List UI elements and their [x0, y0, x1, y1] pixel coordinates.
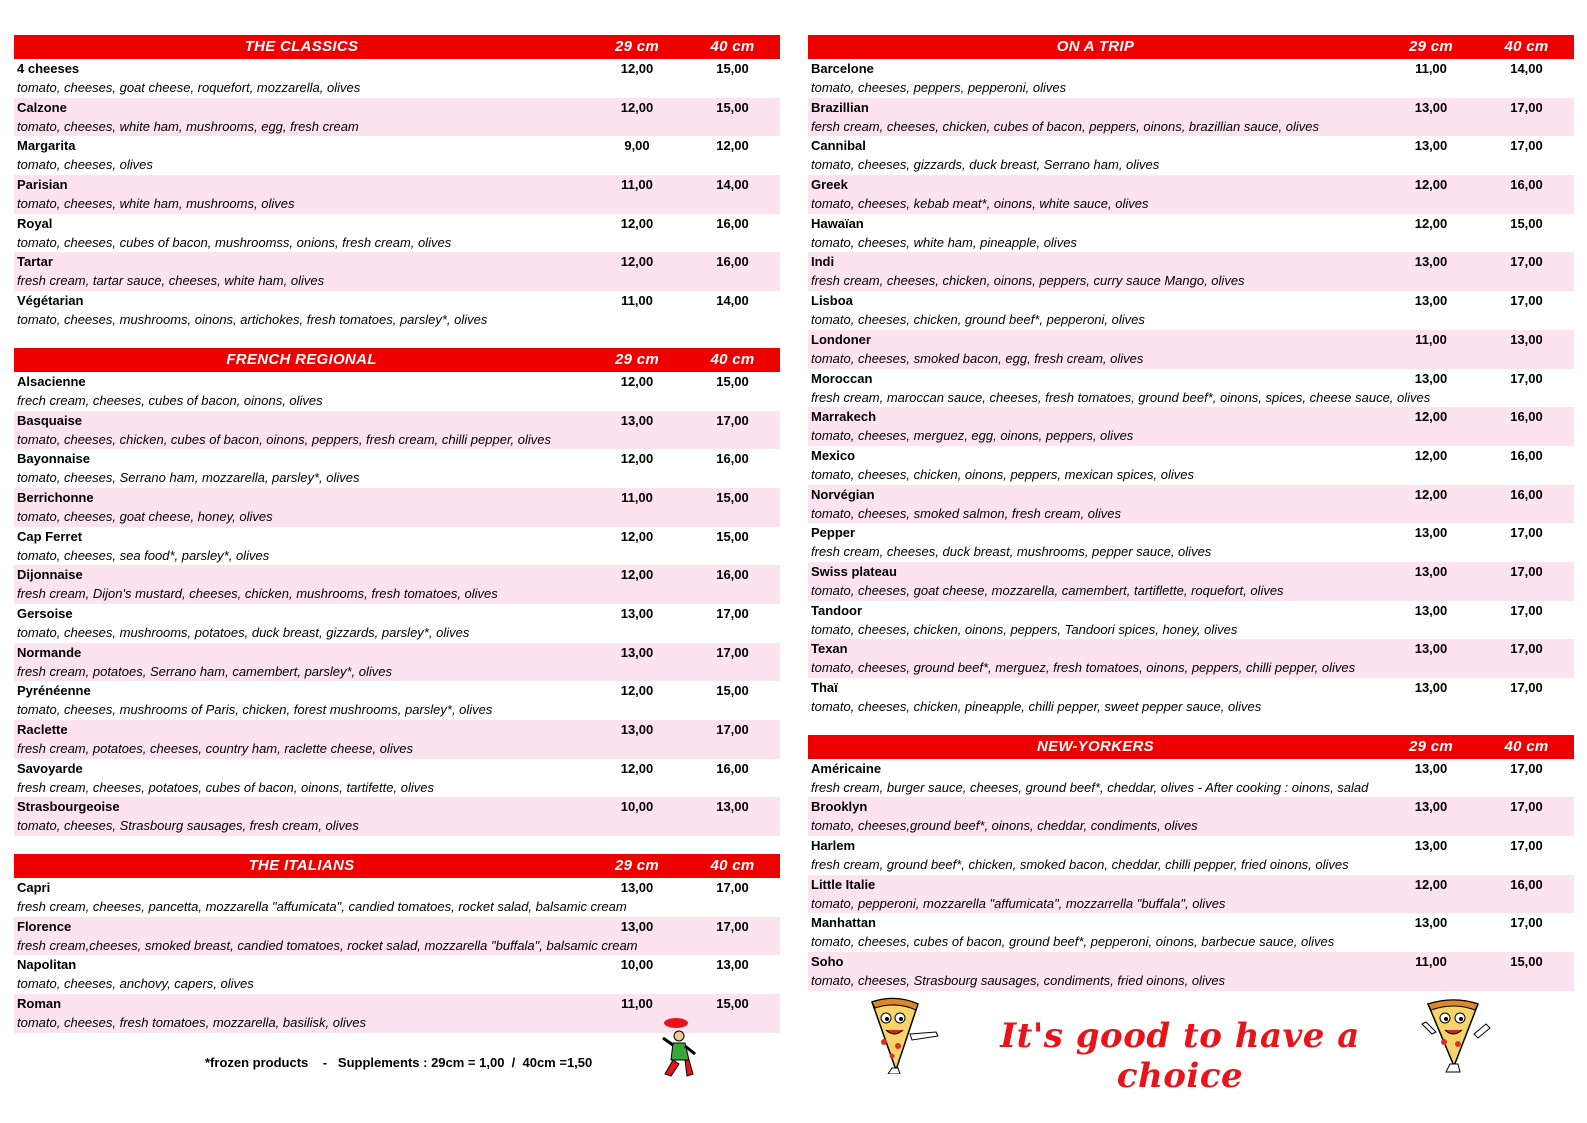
menu-item — [14, 681, 780, 720]
pizza-ingredients: fresh cream, potatoes, Serrano ham, camembert, parsley*, olives — [17, 663, 392, 679]
menu-item — [808, 562, 1574, 601]
price-29cm: 13,00 — [1414, 254, 1448, 270]
pizza-name: Roman — [17, 996, 62, 1012]
menu-item — [14, 720, 780, 759]
menu-item — [14, 878, 780, 917]
price-29cm: 13,00 — [1414, 293, 1448, 309]
right-column — [808, 35, 1574, 1009]
price-29cm: 11,00 — [621, 293, 653, 309]
price-40cm: 14,00 — [716, 177, 749, 193]
section-title: NEW-YORKERS — [1037, 737, 1154, 755]
pizza-ingredients: tomato, cheeses, peppers, pepperoni, olives — [811, 80, 1067, 95]
price-29cm: 13,00 — [620, 644, 654, 660]
price-40cm: 17,00 — [1510, 641, 1543, 657]
pizza-name: Hawaïan — [811, 215, 864, 231]
price-29cm: 12,00 — [1414, 486, 1448, 502]
menu-item — [14, 252, 780, 291]
pizza-ingredients: tomato, cheeses, goat cheese, mozzarella, camembert, tartiflette, roquefort, olives — [811, 582, 1284, 598]
price-40cm: 14,00 — [1510, 61, 1543, 76]
price-40cm: 15,00 — [1510, 954, 1543, 970]
price-29cm: 13,00 — [1414, 370, 1448, 386]
price-40cm: 17,00 — [1510, 525, 1543, 541]
pizza-ingredients: tomato, cheeses, anchovy, capers, olives — [17, 976, 254, 992]
price-40cm: 13,00 — [716, 799, 749, 815]
pizza-ingredients: tomato, cheeses,ground beef*, oinons, cheddar, condiments, olives — [811, 818, 1198, 834]
price-header-40: 40 cm — [710, 857, 755, 875]
section-header — [808, 35, 1574, 59]
price-40cm: 15,00 — [716, 996, 749, 1012]
pizza-ingredients: tomato, cheeses, kebab meat*, oinons, white sauce, olives — [811, 196, 1149, 212]
price-40cm: 16,00 — [1510, 447, 1543, 463]
price-29cm: 12,00 — [620, 683, 654, 699]
menu-item — [808, 214, 1574, 253]
waiter-mascot-icon — [655, 1016, 701, 1078]
pizza-name: Cannibal — [811, 138, 866, 154]
price-29cm: 13,00 — [1414, 838, 1448, 854]
menu-item — [808, 913, 1574, 952]
pizza-ingredients: fresh cream, cheeses, duck breast, mushrooms, pepper sauce, olives — [811, 544, 1212, 560]
price-40cm: 14,00 — [716, 293, 749, 309]
price-29cm: 13,00 — [1414, 525, 1448, 541]
pizza-ingredients: tomato, cheeses, chicken, oinons, peppers, mexican spices, olives — [811, 466, 1194, 482]
pizza-name: Londoner — [811, 331, 871, 347]
menu-item — [808, 136, 1574, 175]
pizza-name: Manhattan — [811, 915, 876, 931]
section-header — [14, 348, 780, 372]
price-40cm: 16,00 — [1510, 177, 1543, 193]
pizza-ingredients: tomato, cheeses, Strasbourg sausages, condiments, fried oinons, olives — [811, 973, 1226, 989]
price-29cm: 13,00 — [1414, 760, 1448, 776]
price-40cm: 17,00 — [1510, 838, 1543, 854]
price-29cm: 10,00 — [620, 799, 654, 815]
pizza-mascot-thumbs-up-icon — [1418, 994, 1496, 1074]
pizza-ingredients: tomato, cheeses, chicken, cubes of bacon, oinons, peppers, fresh cream, chilli pepper, olives — [17, 431, 552, 447]
price-29cm: 12,00 — [1414, 447, 1448, 463]
section-header — [14, 854, 780, 878]
menu-item — [14, 175, 780, 214]
pizza-ingredients: tomato, cheeses, chicken, oinons, peppers, Tandoori spices, honey, olives — [811, 621, 1238, 637]
pizza-ingredients: tomato, cheeses, mushrooms, oinons, artichokes, fresh tomatoes, parsley*, olives — [17, 312, 488, 328]
price-40cm: 15,00 — [1510, 215, 1543, 231]
price-header-29: 29 cm — [614, 857, 660, 875]
menu-item — [14, 797, 780, 836]
price-40cm: 16,00 — [716, 760, 749, 776]
price-40cm: 16,00 — [1510, 486, 1543, 502]
pizza-name: Greek — [811, 177, 848, 193]
price-40cm: 13,00 — [1510, 331, 1543, 347]
menu-item — [808, 875, 1574, 914]
price-40cm: 15,00 — [716, 61, 749, 76]
pizza-name: Berrichonne — [17, 489, 94, 505]
pizza-name: Moroccan — [811, 370, 873, 386]
price-29cm: 12,00 — [620, 451, 654, 467]
pizza-name: Gersoise — [17, 605, 73, 621]
price-29cm: 11,00 — [621, 177, 653, 193]
price-29cm: 12,00 — [620, 528, 654, 544]
pizza-ingredients: tomato, cheeses, chicken, ground beef*, pepperoni, olives — [811, 312, 1145, 328]
menu-item — [808, 330, 1574, 369]
menu-item — [14, 604, 780, 643]
price-header-40: 40 cm — [710, 350, 755, 368]
pizza-name: Américaine — [811, 760, 882, 776]
price-40cm: 17,00 — [1510, 99, 1543, 115]
pizza-name: Pepper — [811, 525, 856, 541]
pizza-name: Tandoor — [811, 602, 863, 618]
price-header-29: 29 cm — [614, 350, 660, 368]
pizza-name: Royal — [17, 215, 53, 231]
price-29cm: 11,00 — [1415, 954, 1447, 970]
menu-item — [14, 759, 780, 798]
pizza-ingredients: fresh cream, ground beef*, chicken, smoked bacon, cheddar, chilli pepper, fried oinons, olives — [811, 857, 1349, 873]
price-40cm: 15,00 — [716, 489, 749, 505]
menu-item — [14, 565, 780, 604]
price-40cm: 15,00 — [716, 373, 749, 389]
tagline: It's good to have a choice — [1000, 1016, 1360, 1096]
menu-item — [808, 639, 1574, 678]
pizza-name: Barcelone — [811, 61, 874, 76]
pizza-name: Cap Ferret — [17, 528, 83, 544]
pizza-ingredients: tomato, cheeses, white ham, mushrooms, egg, fresh cream — [17, 118, 359, 134]
price-29cm: 12,00 — [1414, 409, 1448, 425]
section-new-yorkers — [808, 735, 1574, 991]
menu-item — [14, 917, 780, 956]
pizza-name: Savoyarde — [17, 760, 83, 776]
menu-item — [14, 214, 780, 253]
price-29cm: 13,00 — [1414, 99, 1448, 115]
pizza-name: Alsacienne — [17, 373, 86, 389]
left-column — [14, 35, 780, 1051]
pizza-name: Florence — [17, 918, 72, 934]
pizza-ingredients: tomato, cheeses, olives — [17, 157, 153, 173]
menu-item — [14, 527, 780, 566]
pizza-ingredients: tomato, cheeses, sea food*, parsley*, olives — [17, 547, 270, 563]
pizza-name: Little Italie — [811, 876, 876, 892]
price-29cm: 11,00 — [1415, 331, 1447, 347]
price-40cm: 15,00 — [716, 683, 749, 699]
price-header-29: 29 cm — [614, 38, 660, 55]
pizza-name: Brazillian — [811, 99, 869, 115]
price-header-40: 40 cm — [1504, 38, 1549, 55]
pizza-ingredients: tomato, cheeses, Strasbourg sausages, fresh cream, olives — [17, 818, 359, 834]
section-header — [808, 735, 1574, 759]
section-the-classics — [14, 35, 780, 330]
pizza-name: Basquaise — [17, 412, 83, 428]
menu-item — [808, 175, 1574, 214]
price-40cm: 16,00 — [716, 451, 749, 467]
menu-item — [14, 59, 780, 98]
pizza-ingredients: fresh cream, potatoes, cheeses, country ham, raclette cheese, olives — [17, 741, 413, 756]
pizza-name: Tartar — [17, 254, 53, 270]
section-title: FRENCH REGIONAL — [226, 350, 377, 368]
price-header-40: 40 cm — [1504, 737, 1549, 755]
price-29cm: 13,00 — [1414, 563, 1448, 579]
price-29cm: 11,00 — [621, 996, 653, 1012]
pizza-name: Calzone — [17, 99, 67, 115]
pizza-name: Texan — [811, 641, 848, 657]
price-40cm: 16,00 — [716, 567, 749, 583]
pizza-ingredients: tomato, cheeses, gizzards, duck breast, Serrano ham, olives — [811, 157, 1160, 173]
price-40cm: 16,00 — [1510, 876, 1543, 892]
price-29cm: 12,00 — [620, 254, 654, 270]
pizza-name: Marrakech — [811, 409, 877, 425]
menu-item — [808, 369, 1574, 408]
price-40cm: 17,00 — [1510, 799, 1543, 815]
price-29cm: 12,00 — [1414, 876, 1448, 892]
price-40cm: 17,00 — [1510, 760, 1543, 776]
price-29cm: 9,00 — [624, 138, 650, 154]
pizza-ingredients: fresh cream, cheeses, pancetta, mozzarella "affumicata", candied tomatoes, rocket salad, balsamic cream — [17, 899, 627, 915]
pizza-ingredients: fresh cream, tartar sauce, cheeses, white ham, olives — [17, 273, 325, 289]
price-29cm: 12,00 — [1414, 215, 1448, 231]
price-29cm: 12,00 — [620, 61, 654, 76]
menu-item — [14, 955, 780, 994]
pizza-ingredients: tomato, cheeses, ground beef*, merguez, fresh tomatoes, oinons, peppers, chilli pepper, olives — [811, 660, 1356, 676]
pizza-name: Margarita — [17, 138, 76, 154]
price-29cm: 10,00 — [620, 957, 654, 973]
menu-item — [808, 485, 1574, 524]
pizza-name: Dijonnaise — [17, 567, 83, 583]
price-40cm: 17,00 — [1510, 293, 1543, 309]
price-29cm: 13,00 — [620, 412, 654, 428]
section-header — [14, 35, 780, 59]
price-29cm: 12,00 — [620, 99, 654, 115]
pizza-ingredients: fresh cream,cheeses, smoked breast, candied tomatoes, rocket salad, mozzarella "buffala", balsamic cream — [17, 937, 638, 953]
pizza-name: Normande — [17, 644, 82, 660]
price-header-40: 40 cm — [710, 38, 755, 55]
price-29cm: 11,00 — [621, 489, 653, 505]
price-29cm: 12,00 — [620, 760, 654, 776]
price-40cm: 17,00 — [1510, 563, 1543, 579]
menu-item — [808, 407, 1574, 446]
price-29cm: 12,00 — [620, 215, 654, 231]
pizza-name: Lisboa — [811, 293, 853, 309]
menu-item — [808, 59, 1574, 98]
pizza-ingredients: tomato, cheeses, white ham, mushrooms, olives — [17, 196, 295, 212]
pizza-ingredients: fresh cream, burger sauce, cheeses, ground beef*, cheddar, olives - After cooking : oinons, salad — [811, 779, 1369, 795]
section-title: ON A TRIP — [1056, 38, 1135, 55]
price-40cm: 17,00 — [1510, 370, 1543, 386]
price-40cm: 16,00 — [1510, 409, 1543, 425]
pizza-name: Indi — [811, 254, 835, 270]
pizza-ingredients: tomato, cheeses, cubes of bacon, ground beef*, pepperoni, oinons, barbecue sauce, olives — [811, 934, 1335, 950]
pizza-name: Capri — [17, 880, 51, 896]
price-29cm: 13,00 — [620, 918, 654, 934]
menu-item — [14, 372, 780, 411]
pizza-ingredients: fresh cream, cheeses, potatoes, cubes of bacon, oinons, tartifette, olives — [17, 779, 434, 795]
menu-item — [808, 252, 1574, 291]
pizza-ingredients: tomato, cheeses, mushrooms, potatoes, duck breast, gizzards, parsley*, olives — [17, 624, 470, 640]
pizza-ingredients: frech cream, cheeses, cubes of bacon, oinons, olives — [17, 392, 323, 408]
price-29cm: 13,00 — [1414, 680, 1448, 695]
price-40cm: 13,00 — [716, 957, 749, 973]
pizza-mascot-pointing-icon — [866, 994, 944, 1074]
pizza-ingredients: fresh cream, maroccan sauce, cheeses, fresh tomatoes, ground beef*, oinons, spices, cheese sauce, olives — [811, 389, 1431, 405]
pizza-name: Soho — [811, 954, 844, 970]
pizza-name: Swiss plateau — [811, 563, 897, 579]
price-29cm: 12,00 — [1414, 177, 1448, 193]
price-40cm: 16,00 — [716, 254, 749, 270]
price-40cm: 17,00 — [716, 722, 749, 737]
price-header-29: 29 cm — [1408, 737, 1454, 755]
price-29cm: 13,00 — [1414, 641, 1448, 657]
pizza-name: Strasbourgeoise — [17, 799, 120, 815]
price-40cm: 15,00 — [716, 99, 749, 115]
pizza-name: Raclette — [17, 722, 68, 737]
price-29cm: 12,00 — [620, 567, 654, 583]
menu-item — [808, 952, 1574, 991]
price-40cm: 17,00 — [1510, 254, 1543, 270]
menu-item — [808, 291, 1574, 330]
price-header-29: 29 cm — [1408, 38, 1454, 55]
menu-item — [808, 601, 1574, 640]
menu-item — [14, 411, 780, 450]
pizza-name: Pyrénéenne — [17, 683, 91, 699]
price-40cm: 17,00 — [1510, 680, 1543, 695]
price-29cm: 13,00 — [620, 722, 654, 737]
section-title: THE ITALIANS — [248, 857, 355, 875]
price-29cm: 13,00 — [1414, 138, 1448, 154]
pizza-name: 4 cheeses — [17, 61, 80, 76]
price-40cm: 17,00 — [716, 644, 749, 660]
pizza-name: Brooklyn — [811, 799, 868, 815]
pizza-ingredients: tomato, cheeses, smoked bacon, egg, fresh cream, olives — [811, 350, 1144, 366]
price-40cm: 17,00 — [1510, 602, 1543, 618]
section-the-italians — [14, 854, 780, 1033]
pizza-name: Parisian — [17, 177, 68, 193]
price-40cm: 17,00 — [1510, 915, 1543, 931]
price-40cm: 17,00 — [1510, 138, 1543, 154]
pizza-ingredients: tomato, cheeses, cubes of bacon, mushroomss, onions, fresh cream, olives — [17, 234, 452, 250]
price-40cm: 15,00 — [716, 528, 749, 544]
pizza-ingredients: tomato, cheeses, smoked salmon, fresh cream, olives — [811, 505, 1121, 521]
price-29cm: 12,00 — [620, 373, 654, 389]
pizza-ingredients: tomato, cheeses, goat cheese, roquefort, mozzarella, olives — [17, 80, 361, 95]
footnote: *frozen products - Supplements : 29cm = 1,00 / 40cm =1,50 — [205, 1055, 593, 1070]
price-40cm: 12,00 — [716, 138, 749, 154]
pizza-name: Mexico — [811, 447, 856, 463]
section-title: THE CLASSICS — [244, 38, 359, 55]
pizza-ingredients: tomato, cheeses, mushrooms of Paris, chicken, forest mushrooms, parsley*, olives — [17, 702, 493, 718]
price-29cm: 11,00 — [1415, 61, 1447, 76]
pizza-name: Norvégian — [811, 486, 875, 502]
pizza-name: Végétarian — [17, 293, 84, 309]
pizza-ingredients: tomato, cheeses, fresh tomatoes, mozzarella, basilisk, olives — [17, 1015, 366, 1031]
menu-item — [14, 488, 780, 527]
section-french-regional — [14, 348, 780, 836]
pizza-ingredients: tomato, cheeses, goat cheese, honey, olives — [17, 508, 273, 524]
menu-item — [808, 797, 1574, 836]
price-40cm: 17,00 — [716, 605, 749, 621]
price-29cm: 13,00 — [1414, 602, 1448, 618]
price-40cm: 17,00 — [716, 880, 749, 896]
section-on-a-trip — [808, 35, 1574, 717]
menu-item — [808, 446, 1574, 485]
menu-item — [14, 136, 780, 175]
menu-item — [14, 449, 780, 488]
price-29cm: 13,00 — [1414, 799, 1448, 815]
pizza-ingredients: tomato, pepperoni, mozzarella "affumicata", mozzarrella "buffala", olives — [811, 895, 1226, 911]
price-40cm: 17,00 — [716, 918, 749, 934]
menu-item — [14, 643, 780, 682]
pizza-ingredients: tomato, cheeses, chicken, pineapple, chilli pepper, sweet pepper sauce, olives — [811, 699, 1262, 714]
menu-item — [808, 759, 1574, 798]
price-29cm: 13,00 — [1414, 915, 1448, 931]
price-29cm: 13,00 — [620, 880, 654, 896]
pizza-ingredients: fersh cream, cheeses, chicken, cubes of bacon, peppers, oinons, brazillian sauce, olives — [811, 118, 1319, 134]
price-40cm: 17,00 — [716, 412, 749, 428]
price-40cm: 16,00 — [716, 215, 749, 231]
pizza-name: Harlem — [811, 838, 856, 854]
pizza-ingredients: fresh cream, cheeses, chicken, oinons, peppers, curry sauce Mango, olives — [811, 273, 1245, 289]
menu-item — [808, 523, 1574, 562]
pizza-ingredients: tomato, cheeses, merguez, egg, oinons, peppers, olives — [811, 428, 1134, 444]
pizza-ingredients: fresh cream, Dijon's mustard, cheeses, chicken, mushrooms, fresh tomatoes, olives — [17, 586, 498, 602]
menu-item — [14, 291, 780, 330]
pizza-name: Thaï — [811, 680, 838, 695]
menu-item — [14, 98, 780, 137]
pizza-ingredients: tomato, cheeses, white ham, pineapple, olives — [811, 234, 1077, 250]
menu-item — [808, 678, 1574, 717]
price-29cm: 13,00 — [620, 605, 654, 621]
pizza-name: Bayonnaise — [17, 451, 90, 467]
menu-item — [808, 836, 1574, 875]
menu-item — [808, 98, 1574, 137]
pizza-ingredients: tomato, cheeses, Serrano ham, mozzarella, parsley*, olives — [17, 470, 360, 486]
pizza-name: Napolitan — [17, 957, 77, 973]
